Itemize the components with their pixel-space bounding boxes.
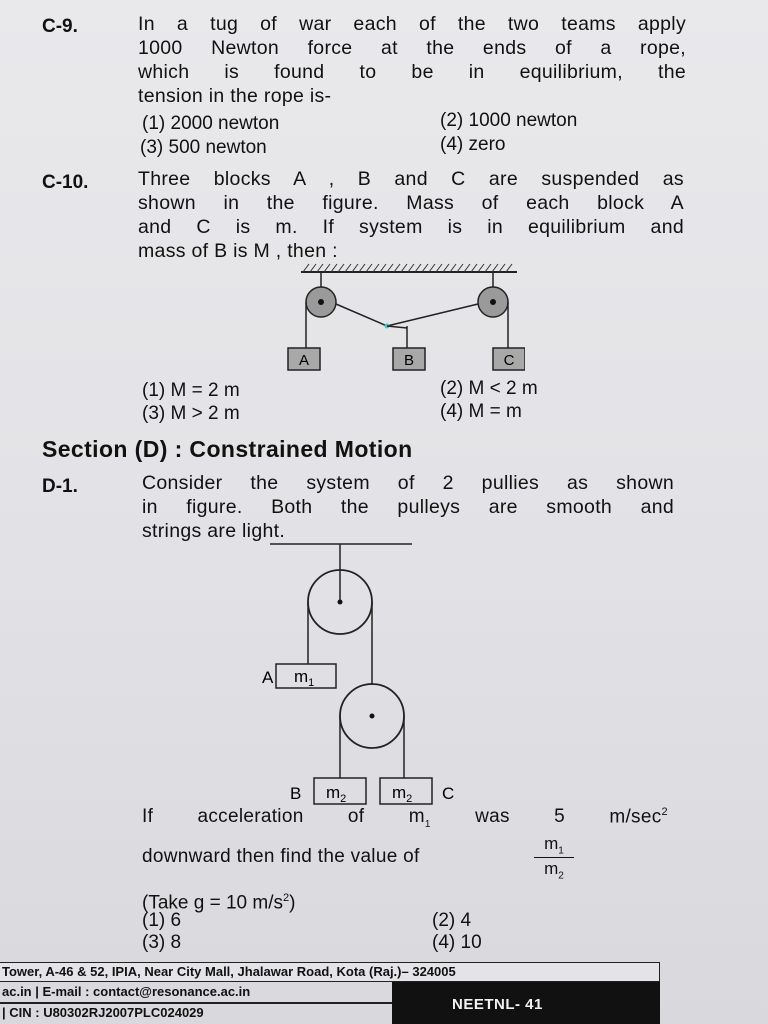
question-text-c10 [138,167,684,263]
question-line: Three blocks A , B and C are suspended as [138,168,684,190]
question-line: and C is m. If system is in equilibrium and [138,216,684,238]
option-3-d1: (3) 8 [142,932,182,953]
accel-word: of [347,806,365,827]
option-3-c9: (3) 500 newton [140,137,267,158]
question-line: in figure. Both the pulleys are smooth and [142,496,674,518]
question-number-d1: D-1. [42,476,78,497]
question-text-d1 [142,471,674,543]
question-line: In a tug of war each of the two teams apply [138,13,686,35]
question-number-c9: C-9. [42,16,78,37]
option-3-c10: (3) M > 2 m [142,403,240,424]
block-m2-left-label: $m_2$ [326,783,347,805]
question-line: 1000 Newton force at the ends of a rope, [138,37,686,59]
footer-email: ac.in | E-mail : contact@resonance.ac.in [2,984,251,999]
option-4-d1: (4) 10 [432,932,482,953]
take-g-note: (Take g = 10 $m/s^2$) [142,892,296,914]
page-code: NEETNL- 41 [452,996,543,1013]
footer-divider [0,1002,392,1004]
block-a-label: A [298,352,310,369]
fraction-denominator: $m_2$ [544,859,564,882]
question-line: tension in the rope is- [138,85,332,107]
acceleration-line [142,806,668,830]
point-c-label: C [442,784,455,803]
option-1-c9: (1) 2000 newton [142,113,280,134]
accel-word: If [142,806,154,827]
accel-word: acceleration [197,806,304,827]
three-blocks-figure [285,262,525,382]
accel-word: 5 [554,806,565,827]
option-1-c10: (1) M = 2 m [142,380,240,401]
two-pulley-figure [250,540,470,810]
block-m1-label: $m_1$ [294,667,315,689]
question-text-c9 [138,12,686,108]
accel-unit: $m/\sec^2$ [609,806,668,828]
option-2-c10: (2) M < 2 m [440,378,538,399]
block-m2-right-label: $m_2$ [392,783,413,805]
block-b-label: B [403,352,415,369]
accel-mass: $m_1$ [408,806,431,830]
point-a-label: A [262,668,274,687]
section-heading: Section (D) : Constrained Motion [42,436,413,462]
footer-cin: | CIN : U80302RJ2007PLC024029 [2,1005,204,1020]
footer-address: Tower, A-46 & 52, IPIA, Near City Mall, Jhalawar Road, Kota (Raj.)– 324005 [2,964,456,979]
downward-text: downward then find the value of [142,846,420,867]
question-line: Consider the system of 2 pullies as shown [142,472,674,494]
fraction-numerator: $m_1$ [534,834,574,858]
option-4-c10: (4) M = m [440,401,522,422]
option-2-d1: (2) 4 [432,910,472,931]
block-c-label: C [503,352,515,369]
point-b-label: B [290,784,302,803]
question-line: mass of B is M , then : [138,240,338,262]
accel-word: was [475,806,510,827]
question-line: shown in the figure. Mass of each block A [138,192,684,214]
mass-ratio-fraction [534,834,574,882]
option-4-c9: (4) zero [440,134,506,155]
option-2-c9: (2) 1000 newton [440,110,578,131]
question-line: strings are light. [142,520,286,542]
question-line: which is found to be in equilibrium, the [138,61,686,83]
option-1-d1: (1) 6 [142,910,182,931]
question-number-c10: C-10. [42,172,89,193]
